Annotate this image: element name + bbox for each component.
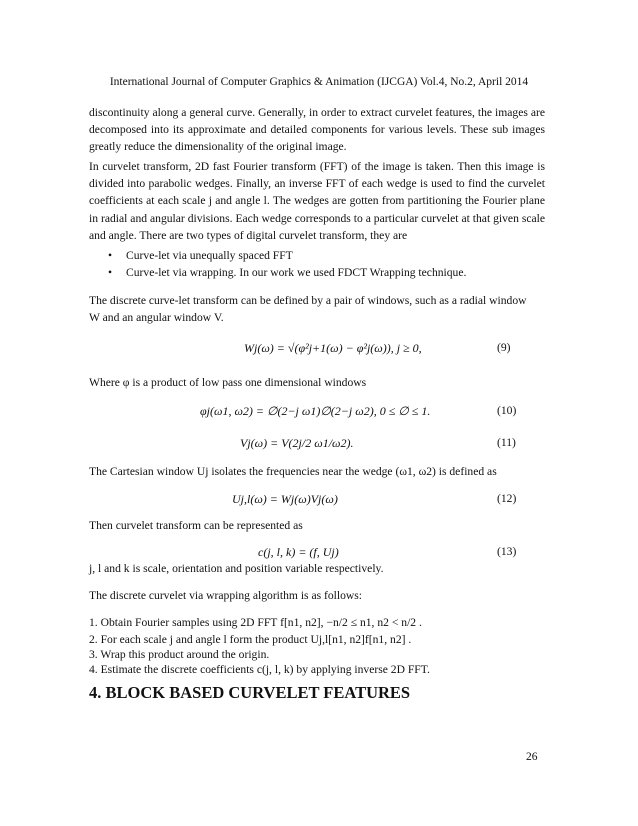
bullet-text: Curve-let via wrapping. In our work we used FDCT Wrapping technique. (126, 266, 467, 279)
cartesian-window-line: The Cartesian window Uj isolates the frequencies near the wedge (ω1, ω2) is defined as (89, 465, 497, 478)
bullet-icon: • (108, 249, 113, 262)
journal-header: International Journal of Computer Graphics & Animation (IJCGA) Vol.4, No.2, April 2014 (109, 76, 529, 88)
equation-13: c(j, l, k) = (f, Uj) (258, 545, 339, 559)
equation-10: φj(ω1, ω2) = ∅(2−j ω1)∅(2−j ω2), 0 ≤ ∅ ≤ 1. (200, 404, 431, 418)
algorithm-step-4: 4. Estimate the discrete coefficients c(j, l, k) by applying inverse 2D FFT. (89, 663, 430, 676)
equation-13-number: (13) (497, 545, 517, 558)
windows-line-2: W and an angular window V. (89, 311, 224, 324)
equation-12-number: (12) (497, 492, 517, 505)
bullet-icon: • (108, 266, 113, 279)
bullet-item (108, 266, 466, 279)
where-line: Where φ is a product of low pass one dimensional windows (89, 376, 367, 389)
algorithm-step-2: 2. For each scale j and angle l form the product Uj,l[n1, n2]f[n1, n2] . (89, 633, 412, 646)
section-heading: 4. BLOCK BASED CURVELET FEATURES (89, 683, 411, 702)
equation-9: Wj(ω) = √(φ²j+1(ω) − φ²j(ω)), j ≥ 0, (244, 341, 422, 355)
algorithm-step-1: 1. Obtain Fourier samples using 2D FFT f[n1, n2], −n/2 ≤ n1, n2 < n/2 . (89, 616, 422, 629)
page-number: 26 (526, 751, 538, 763)
algorithm-intro: The discrete curvelet via wrapping algorithm is as follows: (89, 589, 363, 602)
equation-12: Uj,l(ω) = Wj(ω)Vj(ω) (232, 492, 338, 506)
equation-9-number: (9) (497, 341, 511, 354)
windows-line-1: The discrete curve-let transform can be defined by a pair of windows, such as a radial window (89, 294, 527, 307)
bullet-text: Curve-let via unequally spaced FFT (126, 249, 293, 262)
equation-11-number: (11) (497, 436, 516, 449)
algorithm-step-3: 3. Wrap this product around the origin. (89, 648, 270, 661)
then-line: Then curvelet transform can be represented as (89, 519, 303, 532)
paragraph-intro: discontinuity along a general curve. Generally, in order to extract curvelet features, the images are decomposed into its approximate and detailed components for various levels. These sub images greatly reduce the dimensionality of the original image. (89, 106, 545, 154)
equation-10-number: (10) (497, 404, 517, 417)
paragraph-curvelet-transform: In curvelet transform, 2D fast Fourier transform (FFT) of the image is taken. Then this image is divided into parabolic wedges. Finally, an inverse FFT of each wedge is used to find the curvelet coefficients at each scale j and angle l. The wedges are gotten from partitioning the Fourier plane in radial and angular divisions. Each wedge corresponds to a particular curvelet at that given scale and angle. There are two types of digital curvelet transform, they are (89, 160, 545, 242)
bullet-item (108, 249, 293, 262)
equation-11: Vj(ω) = V(2j/2 ω1/ω2). (240, 436, 354, 450)
jlk-line: j, l and k is scale, orientation and position variable respectively. (89, 562, 384, 575)
